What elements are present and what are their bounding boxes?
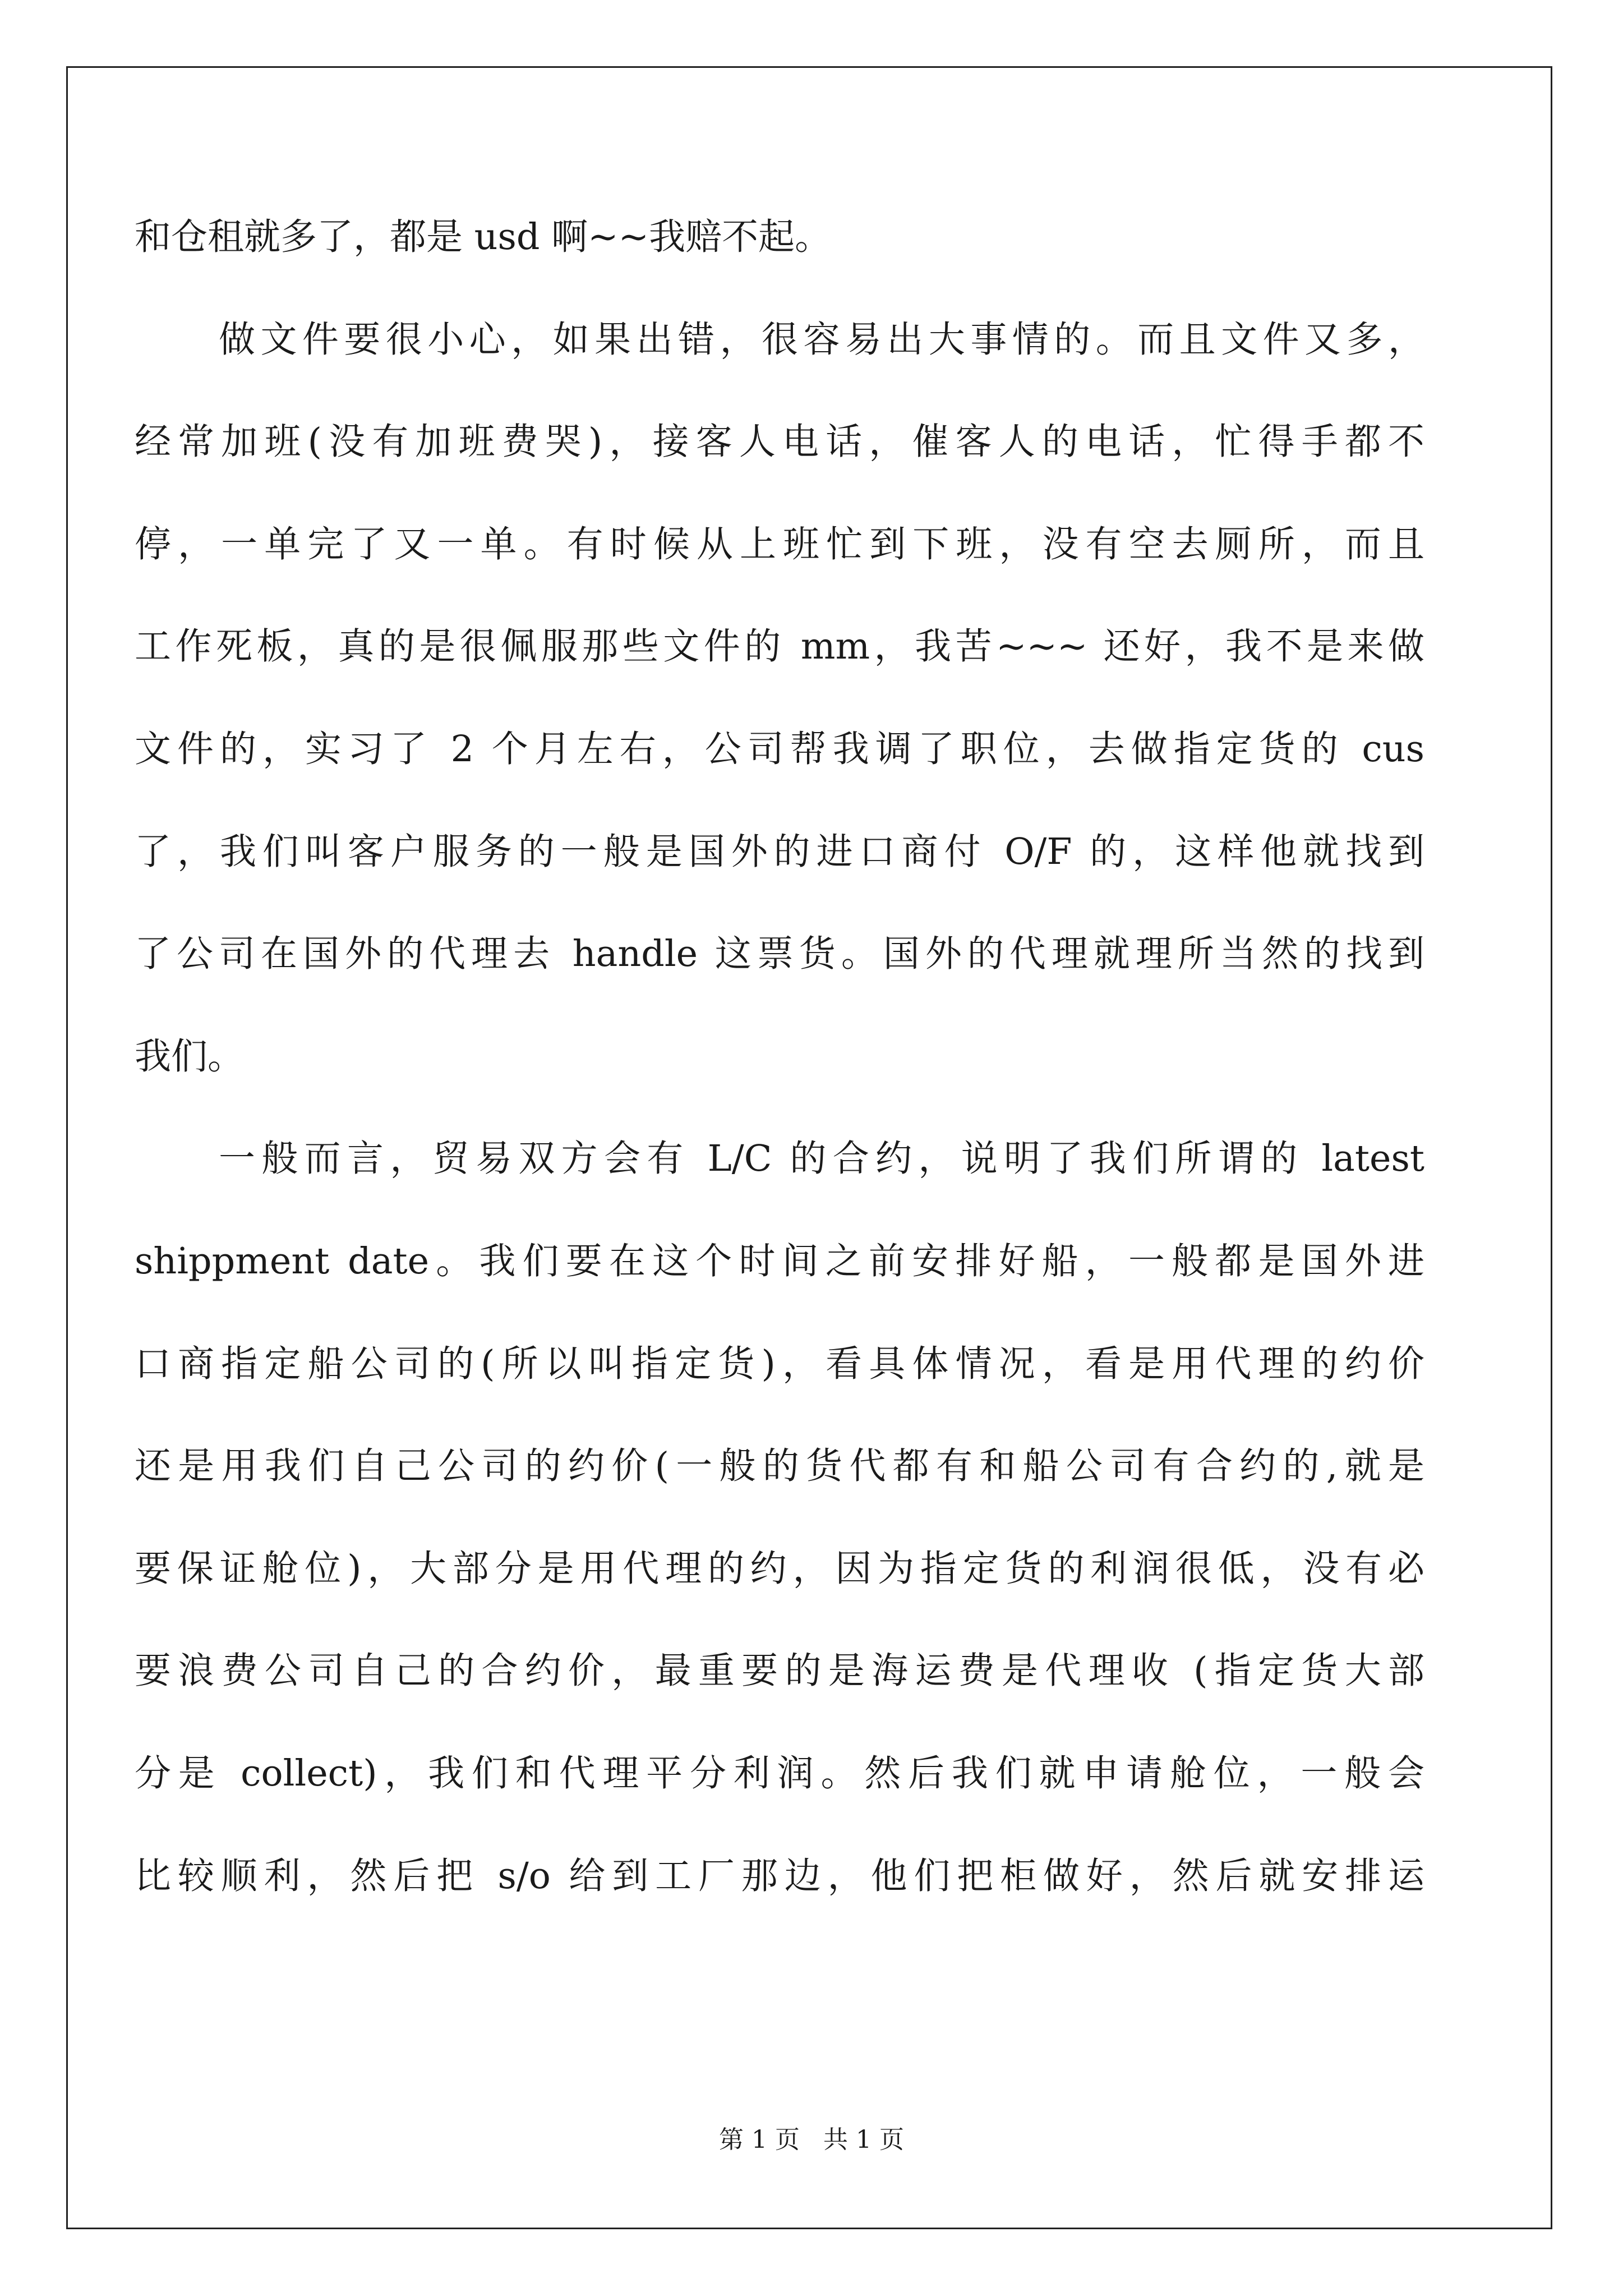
text-line: 文件的，实习了 2 个月左右，公司帮我调了职位，去做指定货的 cus <box>135 728 1424 770</box>
text-line: 工作死板，真的是很佩服那些文件的 mm，我苦~~~ 还好，我不是来做 <box>135 625 1424 668</box>
text-line: 停，一单完了又一单。有时候从上班忙到下班，没有空去厕所，而且 <box>135 523 1424 565</box>
page-footer: 第 1 页 共 1 页 <box>719 2125 904 2154</box>
text-line: 要保证舱位)，大部分是用代理的约，因为指定货的利润很低，没有必 <box>135 1548 1424 1590</box>
text-line: 分是 collect)，我们和代理平分利润。然后我们就申请舱位，一般会 <box>135 1752 1424 1795</box>
text-line: shippment date。我们要在这个时间之前安排好船，一般都是国外进 <box>135 1240 1424 1282</box>
text-line: 我们。 <box>135 1036 245 1078</box>
text-line: 口商指定船公司的(所以叫指定货)，看具体情况，看是用代理的约价 <box>135 1343 1424 1385</box>
text-line: 一般而言，贸易双方会有 L/C 的合约，说明了我们所谓的 latest <box>219 1138 1424 1180</box>
text-line: 做文件要很小心，如果出错，很容易出大事情的。而且文件又多， <box>219 319 1424 361</box>
text-line: 比较顺利，然后把 s/o 给到工厂那边，他们把柜做好，然后就安排运 <box>135 1855 1424 1897</box>
text-line: 经常加班(没有加班费哭)，接客人电话，催客人的电话，忙得手都不 <box>135 421 1424 463</box>
text-line: 和仓租就多了，都是 usd 啊~~我赔不起。 <box>135 216 832 258</box>
text-line: 要浪费公司自己的合约价，最重要的是海运费是代理收 (指定货大部 <box>135 1650 1424 1692</box>
text-line: 了公司在国外的代理去 handle 这票货。国外的代理就理所当然的找到 <box>135 933 1424 975</box>
text-line: 还是用我们自己公司的约价(一般的货代都有和船公司有合约的,就是 <box>135 1445 1424 1487</box>
text-line: 了，我们叫客户服务的一般是国外的进口商付 O/F 的，这样他就找到 <box>135 831 1424 873</box>
